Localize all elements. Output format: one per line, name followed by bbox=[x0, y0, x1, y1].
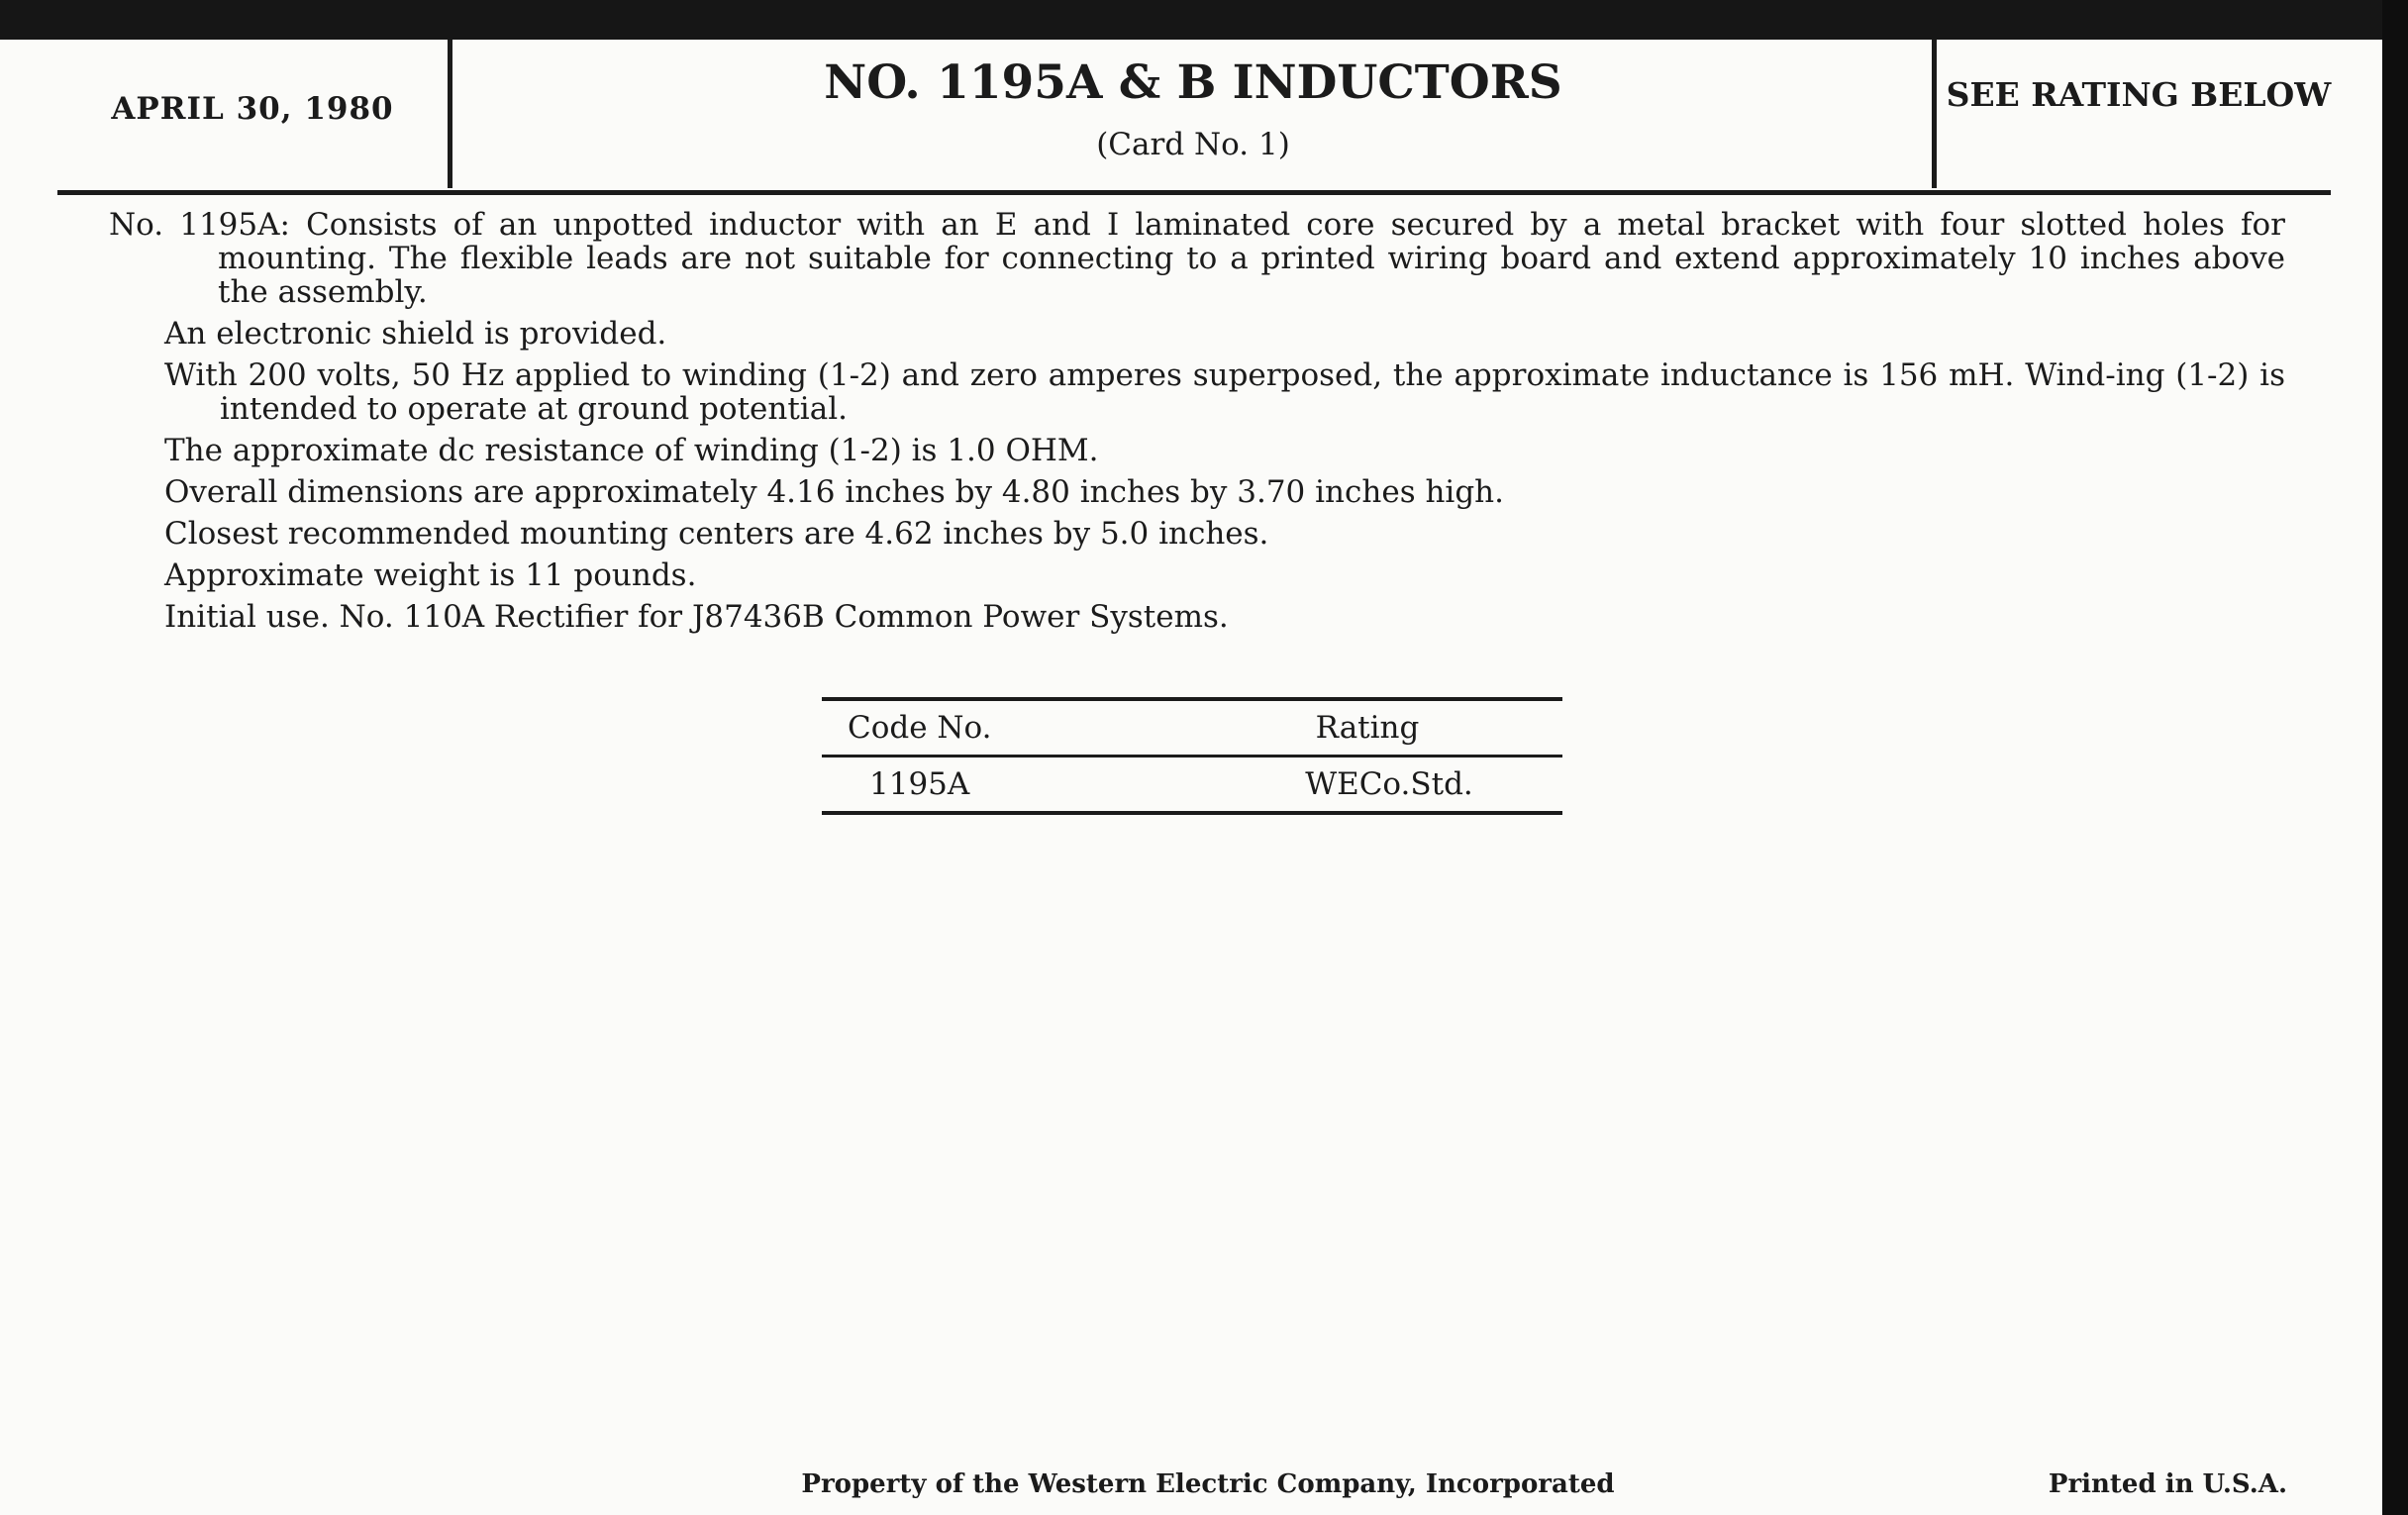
rating-note: SEE RATING BELOW bbox=[1946, 75, 2332, 114]
description-block bbox=[109, 208, 2285, 634]
code-cell: 1195A bbox=[869, 766, 970, 802]
column-header-rating: Rating bbox=[1315, 710, 1420, 746]
header-divider-left bbox=[448, 40, 452, 188]
ownership-notice: Property of the Western Electric Company, Incorporated bbox=[801, 1469, 1615, 1499]
column-header-code: Code No. bbox=[848, 710, 992, 746]
table-bottom-rule bbox=[822, 811, 1562, 815]
issue-date: APRIL 30, 1980 bbox=[111, 91, 394, 127]
rating-cell: WECo.Std. bbox=[1305, 766, 1473, 802]
card-number: (Card No. 1) bbox=[1096, 127, 1290, 162]
print-notice: Printed in U.S.A. bbox=[2048, 1469, 2287, 1499]
rating-table bbox=[822, 697, 1562, 815]
description-item: Initial use. No. 110A Rectifier for J87436B Common Power Systems. bbox=[164, 599, 1229, 635]
description-item: Overall dimensions are approximately 4.16 inches by 4.80 inches by 3.70 inches high. bbox=[164, 474, 1504, 510]
table-row bbox=[822, 758, 1562, 811]
description-item: The approximate dc resistance of winding (1-2) is 1.0 OHM. bbox=[164, 433, 1099, 468]
description-item: Closest recommended mounting centers are 4.62 inches by 5.0 inches. bbox=[164, 516, 1269, 552]
header-divider-right bbox=[1932, 40, 1937, 188]
description-intro: No. 1195A: Consists of an unpotted inductor with an E and I laminated core secured by a metal bracket with four slotted holes for mounting. The flexible leads are not suitable for connecting to a printed wiring board and extend approximately 10 inches above the assembly. bbox=[109, 207, 2285, 310]
description-item: Approximate weight is 11 pounds. bbox=[164, 557, 697, 593]
header-rule bbox=[57, 190, 2331, 195]
description-item: With 200 volts, 50 Hz applied to winding (1-2) and zero amperes superposed, the approximate inductance is 156 mH. Wind-ing (1-2) is intended to operate at ground potential. bbox=[164, 357, 2285, 427]
card-title: NO. 1195A & B INDUCTORS bbox=[824, 55, 1562, 110]
table-header-row bbox=[822, 701, 1562, 755]
description-item: An electronic shield is provided. bbox=[164, 316, 667, 352]
scan-edge bbox=[2382, 0, 2408, 1515]
